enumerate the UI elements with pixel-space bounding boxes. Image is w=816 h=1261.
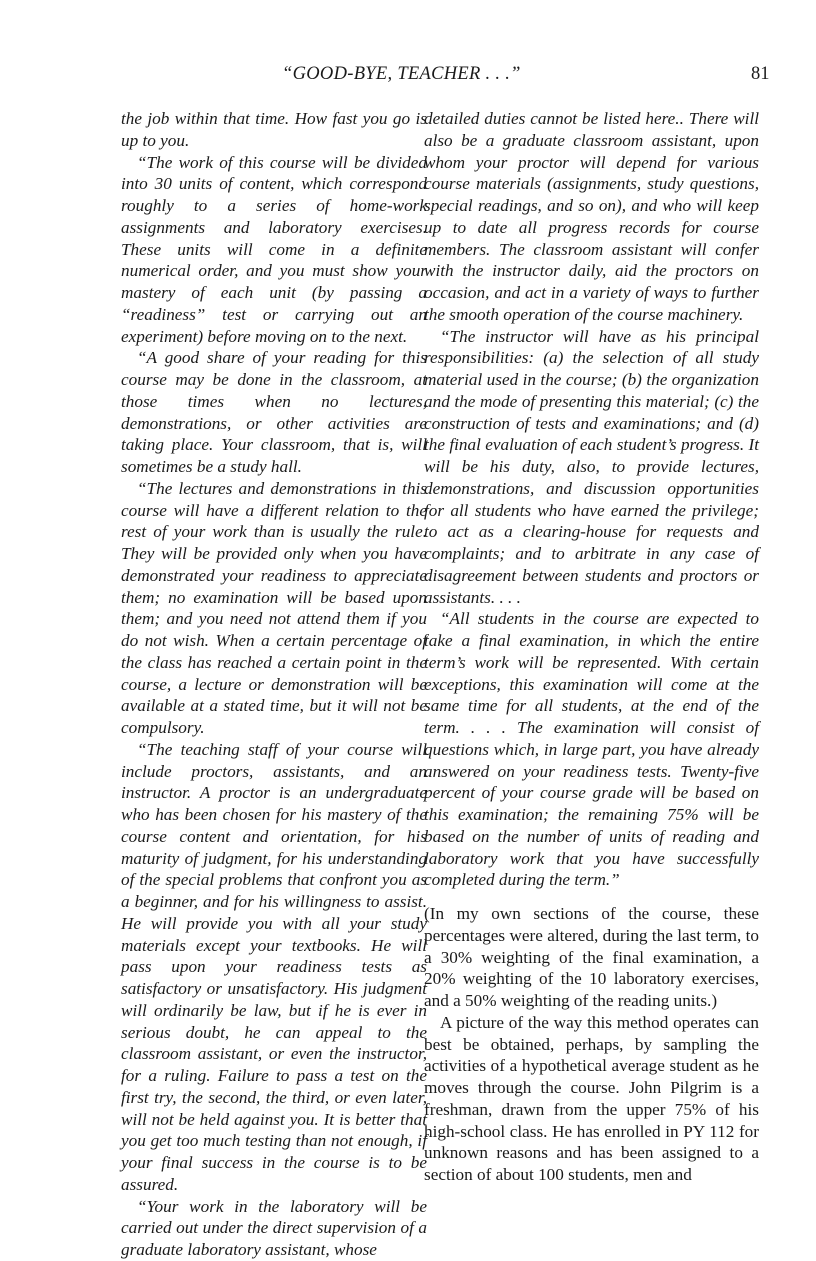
paragraph: “A good share of your reading for this course may be done in the classroom, at those times when no lectures, demonstrations, or other activities are taking place. Your classroom, that is, will sometimes be a study hall. bbox=[121, 348, 427, 476]
paragraph: A picture of the way this method operates can best be obtained, perhaps, by sampling the activities of a hypothetical average student as he moves through the course. John Pilgrim is a freshman, drawn from the upper 75% of his high-school class. He has enrolled in PY 112 for unknown reasons and has been assigned to a section of about 100 students, men and bbox=[424, 1012, 759, 1184]
section-gap bbox=[424, 891, 759, 903]
paragraph: (In my own sections of the course, these percentages were altered, during the last term, to a 30% weighting of the final examination, a 20% weighting of the 10 laboratory exercises, and a 50% weighting of the reading units.) bbox=[424, 904, 759, 1010]
body-section bbox=[424, 903, 759, 1186]
running-header-title: “GOOD-BYE, TEACHER . . .” bbox=[282, 64, 521, 84]
quoted-section bbox=[424, 108, 759, 891]
paragraph: “The lectures and demonstrations in this course will have a different relation to the rest of your work than is usually the rule. They will be provided only when you have demonstrated your readiness to appreciate them; no examination will be based upon them; and you need not attend them if you do not wish. When a certain percentage of the class has reached a certain point in the course, a lecture or demonstration will be available at a stated time, but it will not be compulsory. bbox=[121, 478, 427, 737]
paragraph: “The teaching staff of your course will include proctors, assistants, and an instructor. A proctor is an undergraduate who has been chosen for his mastery of the course content and orientation, for his maturity of judgment, for his understanding of the special problems that confront you as a beginner, and for his willingness to assist. He will provide you with all your study materials except your textbooks. He will pass upon your readiness tests as satisfactory or unsatisfactory. His judgment will ordinarily be law, but if he is ever in serious doubt, he can appeal to the classroom assistant, or even the instructor, for a ruling. Failure to pass a test on the first try, the second, the third, or even later, will not be held against you. It is better that you get too much testing than not enough, if your final success in the course is to be assured. bbox=[121, 739, 427, 1194]
left-column bbox=[121, 108, 427, 1261]
paragraph: the job within that time. How fast you go is up to you. bbox=[121, 109, 427, 150]
paragraph: detailed duties cannot be listed here.. There will also be a graduate classroom assistant, upon whom your proctor will depend for various course materials (assignments, study questions, special readings, and so on), and who will keep up to date all progress records for course members. The classroom assistant will confer with the instructor daily, aid the proctors on occasion, and act in a variety of ways to further the smooth operation of the course machinery. bbox=[424, 109, 759, 324]
paragraph: “The work of this course will be divided into 30 units of content, which correspond roughly to a series of home-work assignments and laboratory exercises. These units will come in a definite numerical order, and you must show your mastery of each unit (by passing a “readiness” test or carrying out an experiment) before moving on to the next. bbox=[121, 152, 427, 346]
page-number: 81 bbox=[751, 64, 770, 84]
right-column bbox=[424, 108, 759, 1186]
paragraph: “All students in the course are expected to take a final examination, in which the entire term’s work will be represented. With certain exceptions, this examination will come at the same time for all students, at the end of the term. . . . The examination will consist of questions which, in large part, you have already answered on your readiness tests. Twenty-five percent of your course grade will be based on this examination; the remaining 75% will be based on the number of units of reading and laboratory work that you have successfully completed during the term.” bbox=[424, 609, 759, 890]
paragraph: “Your work in the laboratory will be carried out under the direct supervision of a graduate laboratory assistant, whose bbox=[121, 1196, 427, 1259]
paragraph: “The instructor will have as his principal responsibilities: (a) the selection of all study material used in the course; (b) the organization and the mode of presenting this material; (c) the construction of tests and examinations; and (d) the final evaluation of each student’s progress. It will be his duty, also, to provide lectures, demonstrations, and discussion opportunities for all students who have earned the privilege; to act as a clearing-house for requests and complaints; and to arbitrate in any case of disagreement between students and proctors or assistants. . . . bbox=[424, 326, 759, 607]
